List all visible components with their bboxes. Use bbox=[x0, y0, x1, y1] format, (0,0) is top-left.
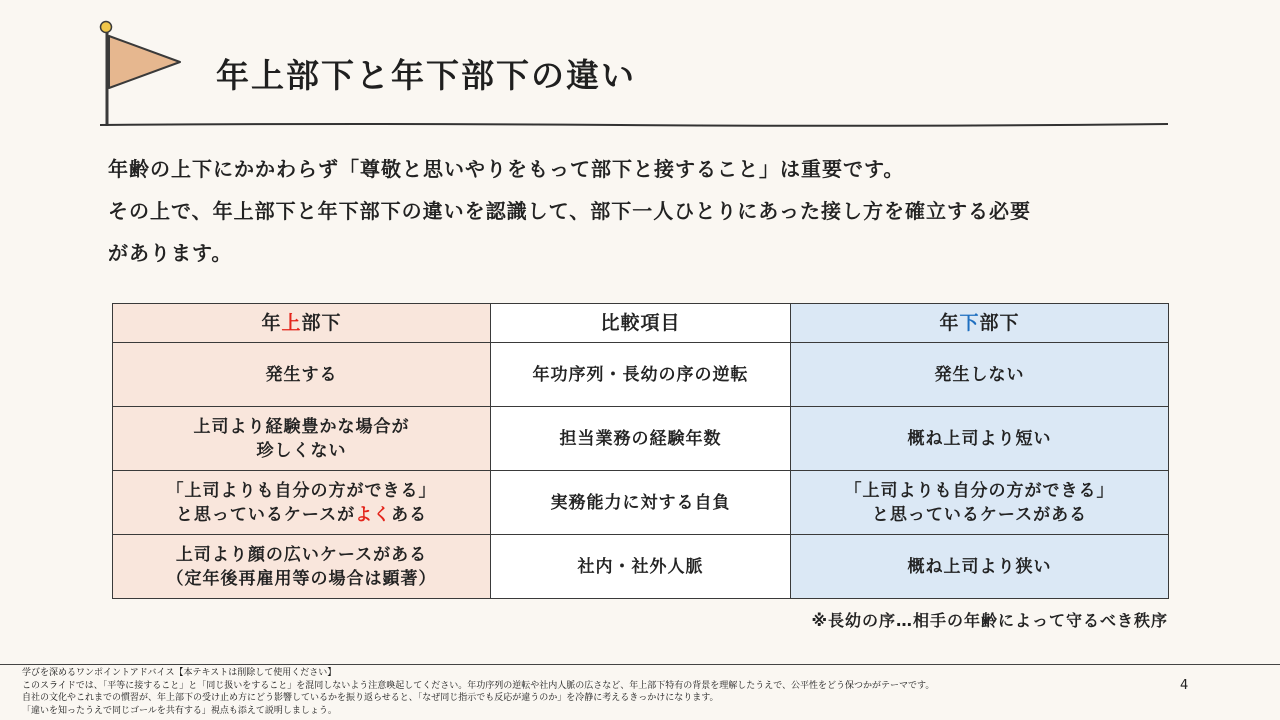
page-title: 年上部下と年下部下の違い bbox=[216, 56, 636, 95]
intro-line: があります。 bbox=[108, 241, 233, 265]
table-header-row bbox=[113, 304, 1169, 343]
title-underline bbox=[100, 120, 1168, 130]
accent-younger: 下 bbox=[959, 312, 980, 334]
cell-item: 社内・社外人脈 bbox=[491, 535, 791, 599]
header-comparison-item: 比較項目 bbox=[491, 304, 791, 343]
cell-item: 年功序列・長幼の序の逆転 bbox=[491, 343, 791, 407]
intro-text bbox=[108, 148, 1178, 274]
footnote: ※長幼の序…相手の年齢によって守るべき秩序 bbox=[811, 611, 1168, 630]
notes-line: 自社の文化やこれまでの慣習が、年上部下の受け止め方にどう影響しているかを振り返らせると、「なぜ同じ指示でも反応が違うのか」を冷静に考えるきっかけになります。 bbox=[22, 693, 719, 703]
header-older-subordinate: 年上部下 bbox=[113, 304, 491, 343]
page-number: 4 bbox=[1180, 678, 1189, 693]
cell-younger: 概ね上司より狭い bbox=[791, 535, 1169, 599]
table-row bbox=[113, 535, 1169, 599]
cell-older: 上司より経験豊かな場合が 珍しくない bbox=[113, 407, 491, 471]
intro-line: その上で、年上部下と年下部下の違いを認識して、部下一人ひとりにあった接し方を確立する必要 bbox=[108, 199, 1031, 223]
accent-often: よく bbox=[355, 504, 392, 525]
notes-line: 「違いを知ったうえで同じゴールを共有する」視点も添えて説明しましょう。 bbox=[22, 705, 337, 716]
cell-older: 「上司よりも自分の方ができる」 と思っているケースがよくある bbox=[113, 471, 491, 535]
footer-divider bbox=[0, 664, 1280, 665]
intro-line: 年齢の上下にかかわらず「尊敬と思いやりをもって部下と接すること」は重要です。 bbox=[108, 157, 905, 181]
flag-icon bbox=[98, 18, 188, 130]
notes-line: このスライドでは、「平等に接すること」と「同じ扱いをすること」を混同しないよう注意喚起してください。年功序列の逆転や社内人脈の広さなど、年上部下特有の背景を理解したうえで、公平性をどう保つかがテーマです。 bbox=[22, 680, 935, 691]
cell-item: 担当業務の経験年数 bbox=[491, 407, 791, 471]
comparison-table bbox=[112, 303, 1169, 599]
cell-younger: 発生しない bbox=[791, 343, 1169, 407]
cell-older: 発生する bbox=[113, 343, 491, 407]
cell-item: 実務能力に対する自負 bbox=[491, 471, 791, 535]
cell-younger: 概ね上司より短い bbox=[791, 407, 1169, 471]
cell-older: 上司より顔の広いケースがある （定年後再雇用等の場合は顕著） bbox=[113, 535, 491, 599]
table-row bbox=[113, 471, 1169, 535]
header-younger-subordinate: 年下部下 bbox=[791, 304, 1169, 343]
cell-younger: 「上司よりも自分の方ができる」 と思っているケースがある bbox=[791, 471, 1169, 535]
speaker-notes bbox=[22, 667, 1162, 717]
table-row bbox=[113, 343, 1169, 407]
accent-older: 上 bbox=[281, 312, 302, 334]
table-row bbox=[113, 407, 1169, 471]
notes-line: 学びを深めるワンポイントアドバイス【本テキストは削除して使用ください】 bbox=[22, 668, 337, 678]
